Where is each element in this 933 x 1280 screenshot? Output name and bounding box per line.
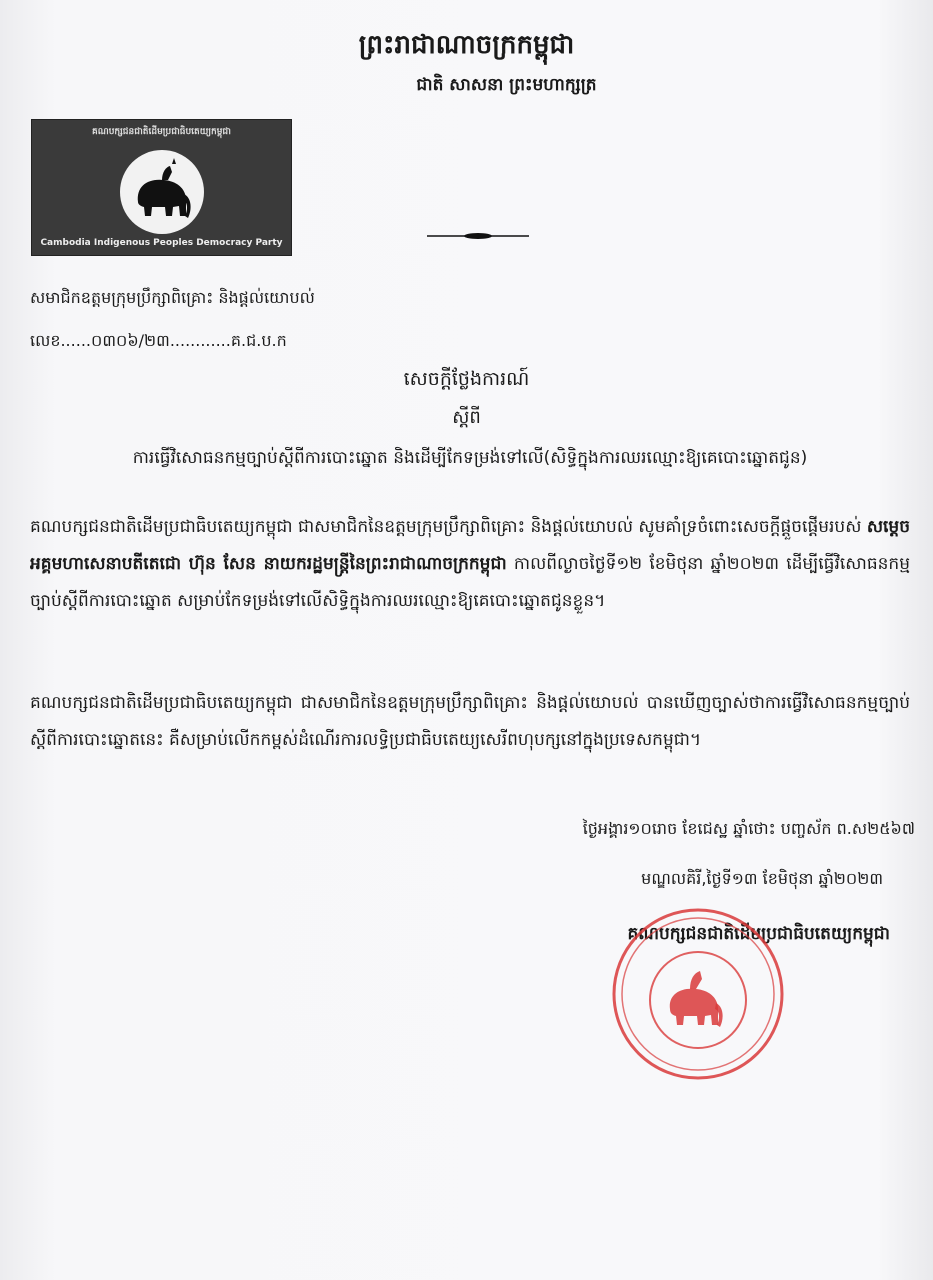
logo-top-text: គណបក្សជនជាតិដើមប្រជាធិបតេយ្យកម្ពុជា [92,127,231,137]
signatory: គណបក្សជនជាតិដើមប្រជាធិបតេយ្យកម្ពុជា [627,924,890,944]
paragraph-2: គណបក្សជនជាតិដើមប្រជាធិបតេយ្យកម្ពុជា ជាសមាជិកនៃឧត្តមក្រុមប្រឹក្សាពិគ្រោះ និងផ្តល់យោបល់ បានឃើញច្បាស់ថាការធ្វើវិសោធនកម្មច្បាប់ស្តីពីការបោះឆ្នោតនេះ គឺសម្រាប់លើកកម្ពស់ដំណើរការលទ្ធិប្រជាធិបតេយ្យសេរីពហុបក្សនៅក្នុងប្រទេសកម្ពុជា។ [30,693,910,750]
elephant-icon [120,150,204,234]
logo-bottom-text: Cambodia Indigenous Peoples Democracy Party [40,238,283,248]
kingdom-heading: ព្រះរាជាណាចក្រកម្ពុជា [358,30,575,60]
official-seal-stamp [608,905,788,1083]
party-logo [31,119,292,256]
paragraph-1-part2: កាលពីល្ងាចថ្ងៃទី១២ ខែមិថុនា ឆ្នាំ២០២៣ ដើម្បីធ្វើវិសោធនកម្មច្បាប់ស្តីពីការបោះឆ្នោត សម្រាប់កែទម្រង់ទៅលើសិទ្ធិក្នុងការឈរឈ្មោះឱ្យគេបោះឆ្នោតជូនខ្លួន។ [30,554,910,611]
statement-topic: ការធ្វើវិសោធនកម្មច្បាប់ស្តីពីការបោះឆ្នោត និងដើម្បីកែទម្រង់ទៅលើ(សិទ្ធិក្នុងការឈរឈ្មោះឱ្យគេបោះឆ្នោតជូន) [132,448,808,468]
ornament-divider [427,233,529,239]
statement-title: សេចក្តីថ្លែងការណ៍ [403,368,530,390]
statement-subtitle: ស្តីពី [452,407,481,428]
paragraph-1-bold: សម្តេចអគ្គមហាសេនាបតីតេជោ ហ៊ុន សែន នាយករដ្ឋមន្ត្រីនៃព្រះរាជាណាចក្រកម្ពុជា [30,517,910,574]
place-date: មណ្ឌលគិរី,ថ្ងៃទី១៣ ខែមិថុនា ឆ្នាំ២០២៣ [641,869,883,888]
lunar-date: ថ្ងៃអង្គារ១០រោច ខែជេស្ឋ ឆ្នាំថោះ បញ្ចស័ក ព.ស២៥៦៧ [582,819,915,838]
reference-number: លេខ......០៣០៦/២៣............គ.ជ.ប.ក [30,331,287,350]
logo-emblem [120,150,204,234]
paragraph-1 [30,509,910,620]
sender-line: សមាជិកឧត្តមក្រុមប្រឹក្សាពិគ្រោះ និងផ្តល់យោបល់ [30,288,315,307]
paragraph-1-part1: គណបក្សជនជាតិដើមប្រជាធិបតេយ្យកម្ពុជា ជាសមាជិកនៃឧត្តមក្រុមប្រឹក្សាពិគ្រោះ និងផ្តល់យោបល់ សូមគាំទ្រចំពោះសេចក្តីផ្តួចផ្តើមរបស់ [30,517,867,537]
national-motto: ជាតិ សាសនា ព្រះមហាក្សត្រ [416,75,597,95]
